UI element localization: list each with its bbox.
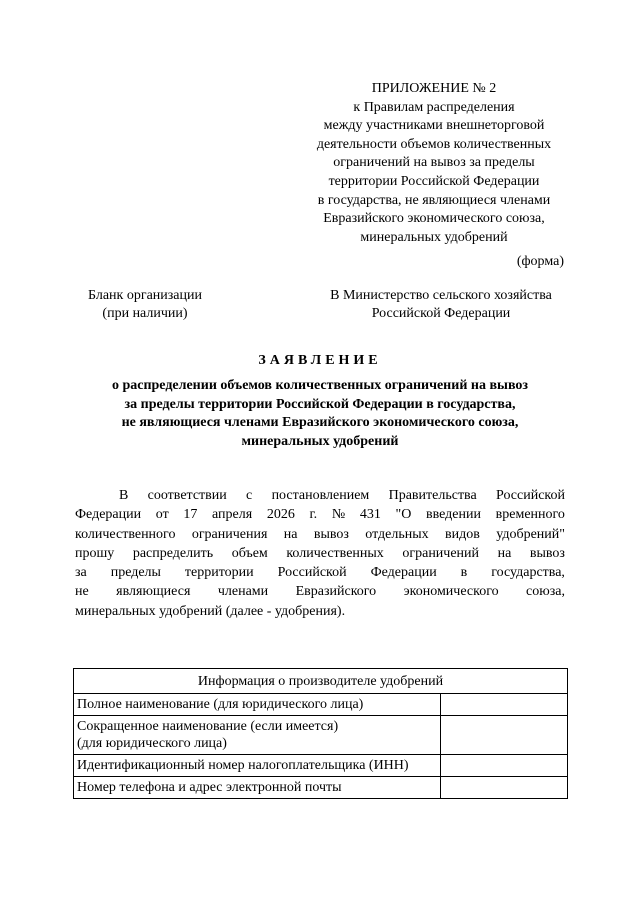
body-line: минеральных удобрений (далее - удобрения).: [75, 603, 346, 619]
row-label-line: Номер телефона и адрес электронной почты: [77, 780, 342, 795]
appendix-header: [300, 80, 568, 247]
table-header: Информация о производителе удобрений: [74, 669, 568, 694]
row-value-cell[interactable]: [441, 694, 568, 716]
appendix-line: в государства, не являющиеся членами: [317, 192, 551, 208]
row-value-cell[interactable]: [441, 716, 568, 755]
subtitle-line: о распределении объемов количественных ограничений на вывоз: [111, 378, 529, 393]
recipient-line: В Министерство сельского хозяйства: [330, 288, 552, 303]
appendix-line: ПРИЛОЖЕНИЕ № 2: [371, 81, 497, 96]
document-subtitle: [60, 377, 580, 451]
row-label: [74, 694, 441, 716]
table-row: [74, 777, 568, 799]
recipient-line: Российской Федерации: [371, 306, 511, 321]
body-paragraph: [75, 486, 565, 621]
table-header-row: [74, 669, 568, 694]
appendix-line: деятельности объемов количественных: [316, 136, 552, 152]
body-line: количественного ограничения на вывоз отдельных видов удобрений": [75, 526, 565, 542]
row-value-cell[interactable]: [441, 755, 568, 777]
appendix-line: Евразийского экономического союза,: [323, 211, 545, 227]
table-row: [74, 755, 568, 777]
sender-line: Бланк организации: [87, 288, 202, 303]
body-line: Федерации от 17 апреля 2026 г. № 431 "О введении временного: [75, 507, 565, 523]
body-line: не являющиеся членами Евразийского экономического союза,: [75, 584, 565, 600]
body-line: В соответствии с постановлением Правительства Российской: [119, 488, 565, 503]
body-line: прошу распределить объем количественных ограничений на вывоз: [75, 545, 565, 561]
table-row: [74, 694, 568, 716]
row-label-line: Сокращенное наименование (если имеется): [77, 719, 339, 734]
sender-line: (при наличии): [102, 306, 188, 321]
row-label: [74, 777, 441, 799]
row-value-cell[interactable]: [441, 777, 568, 799]
body-line: за пределы территории Российской Федерации в государства,: [75, 565, 565, 581]
document-title: ЗАЯВЛЕНИЕ: [258, 353, 382, 368]
sender-block: [82, 287, 208, 323]
recipient-block: [316, 287, 566, 323]
appendix-line: между участниками внешнеторговой: [323, 118, 545, 134]
subtitle-line: минеральных удобрений: [241, 433, 399, 449]
appendix-line: минеральных удобрений: [360, 229, 508, 245]
table-row: [74, 716, 568, 755]
appendix-line: ограничений на вывоз за пределы: [333, 155, 535, 171]
row-label-line: Идентификационный номер налогоплательщика (ИНН): [77, 758, 409, 773]
row-label-line: (для юридического лица): [77, 736, 227, 751]
row-label-line: Полное наименование (для юридического лица): [77, 697, 364, 712]
row-label: [74, 755, 441, 777]
subtitle-line: не являющиеся членами Евразийского экономического союза,: [121, 415, 519, 430]
appendix-line: к Правилам распределения: [353, 99, 515, 115]
subtitle-line: за пределы территории Российской Федерации в государства,: [124, 396, 516, 412]
appendix-line: территории Российской Федерации: [328, 173, 540, 189]
form-label: (форма): [516, 254, 564, 269]
row-label: [74, 716, 441, 755]
producer-info-table: [73, 668, 568, 799]
